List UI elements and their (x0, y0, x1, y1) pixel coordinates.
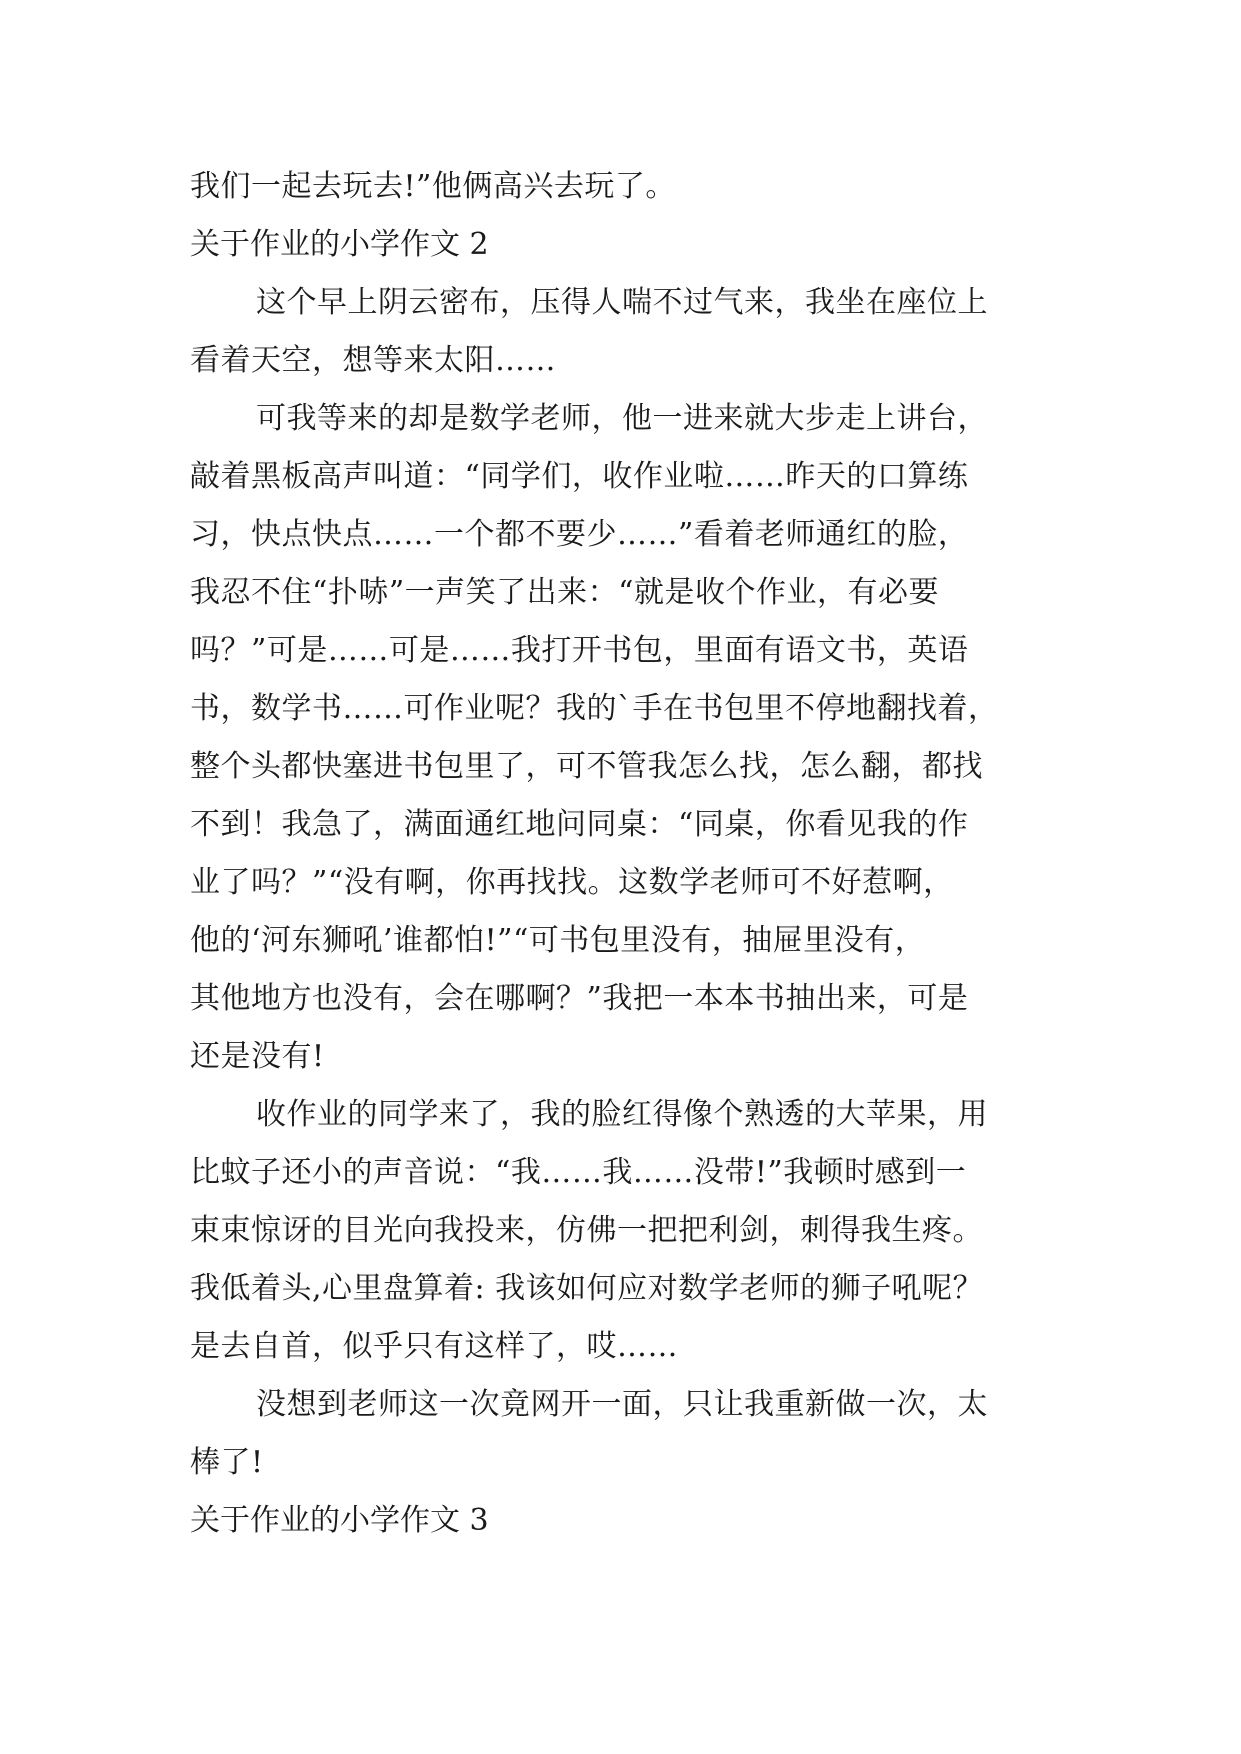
text-line: 书，数学书……可作业呢？我的`手在书包里不停地翻找着， (190, 691, 999, 726)
paragraph-first-line: 没想到老师这一次竟网开一面，只让我重新做一次，太 (256, 1387, 988, 1422)
paragraph-first-line: 收作业的同学来了，我的脸红得像个熟透的大苹果，用 (256, 1097, 988, 1132)
text-line: 整个头都快塞进书包里了，可不管我怎么找，怎么翻，都找 (190, 749, 983, 784)
text-line: 其他地方也没有，会在哪啊？”我把一本本书抽出来，可是 (190, 981, 969, 1016)
section-heading: 关于作业的小学作文 2 (190, 227, 489, 262)
text-line: 敲着黑板高声叫道：“同学们，收作业啦……昨天的口算练 (190, 459, 969, 494)
text-line: 不到！我急了，满面通红地问同桌：“同桌，你看见我的作 (190, 807, 969, 842)
text-line: 看着天空，想等来太阳…… (190, 343, 556, 378)
text-line: 习，快点快点……一个都不要少……”看着老师通红的脸， (190, 517, 969, 552)
section-heading: 关于作业的小学作文 3 (190, 1503, 489, 1538)
text-line: 比蚊子还小的声音说：“我……我……没带!”我顿时感到一 (190, 1155, 967, 1190)
text-line: 我们一起去玩去!”他俩高兴去玩了。 (190, 169, 676, 204)
text-line: 棒了! (190, 1445, 264, 1480)
document-page (190, 158, 1070, 1550)
text-line: 我忍不住“扑哧”一声笑了出来：“就是收个作业，有必要 (190, 575, 940, 610)
text-line: 束束惊讶的目光向我投来，仿佛一把把利剑，刺得我生疼。 (190, 1213, 983, 1248)
paragraph-first-line: 这个早上阴云密布，压得人喘不过气来，我坐在座位上 (256, 285, 988, 320)
text-line: 他的‘河东狮吼’谁都怕!”“可书包里没有，抽屉里没有， (190, 923, 926, 958)
paragraph-first-line: 可我等来的却是数学老师，他一进来就大步走上讲台， (256, 401, 988, 436)
text-line: 吗？”可是……可是……我打开书包，里面有语文书，英语 (190, 633, 969, 668)
text-line: 还是没有! (190, 1039, 325, 1074)
text-line: 是去自首，似乎只有这样了，哎…… (190, 1329, 678, 1364)
text-line: 我低着头,心里盘算着: 我该如何应对数学老师的狮子吼呢？ (190, 1271, 984, 1306)
text-line: 业了吗？”“没有啊，你再找找。这数学老师可不好惹啊， (190, 865, 954, 900)
